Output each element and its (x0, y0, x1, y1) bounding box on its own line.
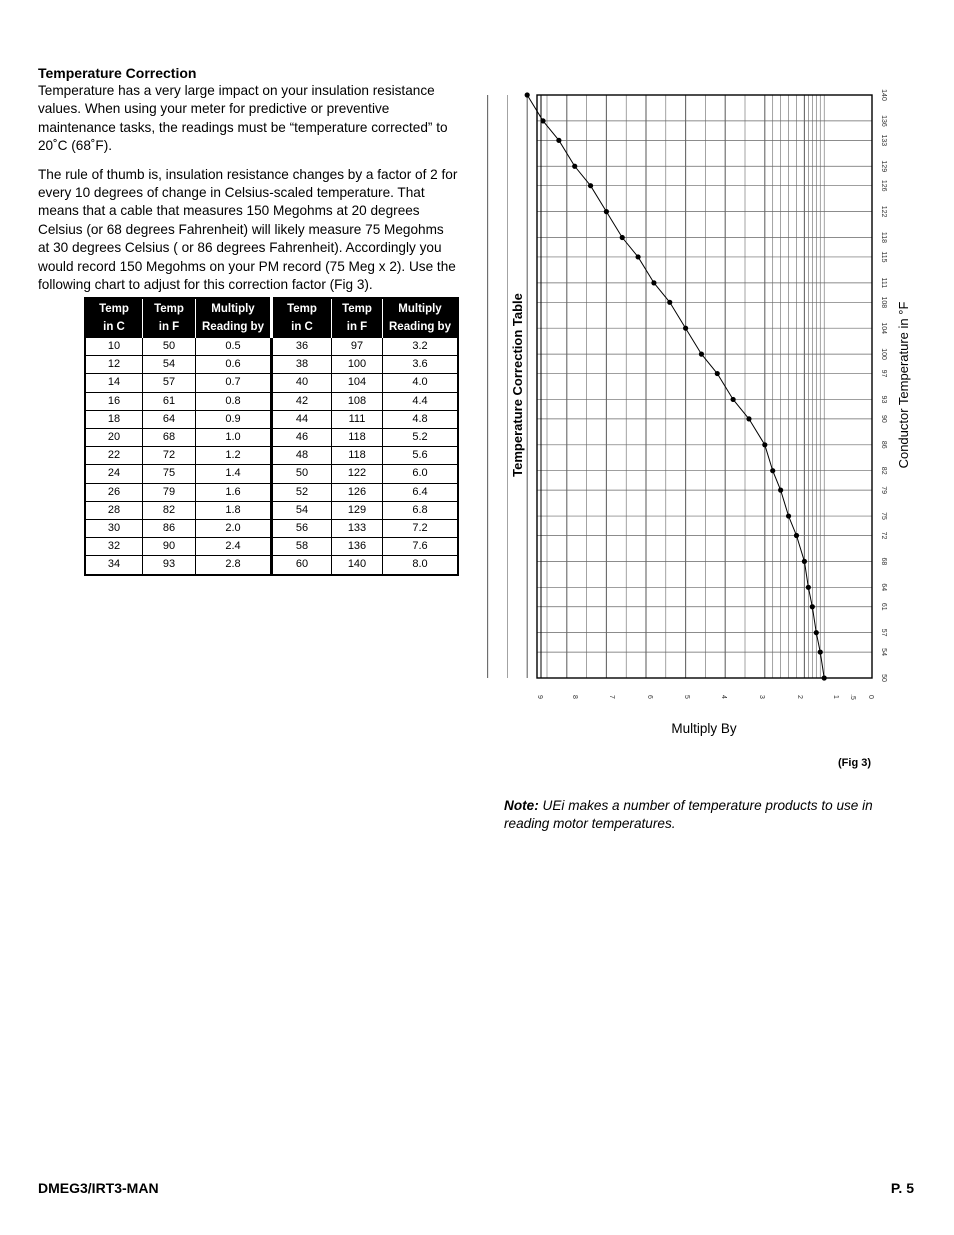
table-cell: 46 (272, 429, 332, 447)
table-cell: 6.4 (383, 483, 459, 501)
table-cell: 50 (272, 465, 332, 483)
y-tick-label: 115 (880, 251, 887, 263)
table-cell: 57 (143, 374, 196, 392)
y-tick-label: 86 (880, 440, 887, 449)
data-point (635, 254, 640, 259)
table-cell: 2.4 (196, 538, 272, 556)
table-cell: 7.6 (383, 538, 459, 556)
table-cell: 0.7 (196, 374, 272, 392)
data-point (715, 371, 720, 376)
table-cell: 4.0 (383, 374, 459, 392)
header-temp-c-2: Temp in C (272, 298, 332, 338)
note-paragraph (504, 797, 914, 834)
data-point (683, 326, 688, 331)
table-cell: 52 (272, 483, 332, 501)
data-point (746, 416, 751, 421)
data-point (651, 280, 656, 285)
data-point (731, 397, 736, 402)
table-cell: 24 (85, 465, 143, 483)
table-cell: 79 (143, 483, 196, 501)
table-cell: 0.9 (196, 410, 272, 428)
note-label: Note: (504, 798, 539, 813)
y-tick-label: 54 (880, 648, 887, 656)
x-tick-label: 9 (536, 695, 543, 699)
x-tick-label: 5 (683, 695, 690, 699)
data-point (620, 235, 625, 240)
table-cell: 136 (332, 538, 383, 556)
data-point (540, 118, 545, 123)
table-row (85, 483, 458, 501)
table-cell: 122 (332, 465, 383, 483)
data-point (588, 183, 593, 188)
data-point (604, 209, 609, 214)
y-tick-label: 75 (880, 512, 887, 520)
y-tick-label: 72 (880, 531, 887, 540)
data-point (572, 164, 577, 169)
x-tick-label: 8 (571, 695, 578, 699)
table-cell: 1.6 (196, 483, 272, 501)
table-cell: 3.6 (383, 356, 459, 374)
table-cell: 133 (332, 520, 383, 538)
data-point (814, 630, 819, 635)
table-cell: 20 (85, 429, 143, 447)
y-axis-label: Conductor Temperature in °F (896, 301, 911, 469)
y-tick-label: 111 (880, 277, 887, 289)
table-cell: 75 (143, 465, 196, 483)
table-cell: 7.2 (383, 520, 459, 538)
figure-label: (Fig 3) (838, 757, 871, 769)
table-cell: 54 (143, 356, 196, 374)
table-cell: 3.2 (383, 338, 459, 356)
table-row (85, 501, 458, 519)
table-cell: 12 (85, 356, 143, 374)
table-cell: 38 (272, 356, 332, 374)
table-cell: 64 (143, 410, 196, 428)
y-tick-label: 133 (880, 134, 887, 147)
table-row (85, 374, 458, 392)
data-point (556, 138, 561, 143)
table-header-row (85, 298, 458, 338)
y-tick-label: 100 (880, 348, 887, 360)
table-cell: 90 (143, 538, 196, 556)
header-temp-c: Temp in C (85, 298, 143, 338)
table-row (85, 465, 458, 483)
table-cell: 6.0 (383, 465, 459, 483)
table-cell: 118 (332, 447, 383, 465)
table-cell: 4.8 (383, 410, 459, 428)
x-tick-label: 1 (832, 695, 839, 699)
y-tick-label: 50 (880, 674, 887, 682)
table-cell: 60 (272, 556, 332, 575)
header-multiply-2: Multiply Reading by (383, 298, 459, 338)
table-row (85, 429, 458, 447)
x-tick-label: .5 (849, 694, 856, 700)
table-cell: 26 (85, 483, 143, 501)
intro-section (38, 64, 458, 304)
data-point (818, 649, 823, 654)
plot-frame (537, 95, 872, 678)
section-heading: Temperature Correction (38, 65, 197, 81)
note-text: UEi makes a number of temperature products to use in reading motor temperatures. (504, 798, 873, 832)
data-point (778, 488, 783, 493)
data-point (786, 513, 791, 518)
table-row (85, 520, 458, 538)
table-cell: 22 (85, 447, 143, 465)
y-tick-label: 140 (880, 89, 887, 101)
x-tick-label: 4 (720, 695, 727, 699)
table-cell: 0.5 (196, 338, 272, 356)
intro-paragraph-1: Temperature has a very large impact on your insulation resistance values. When using your meter for predictive or preventive maintenance tasks, the readings must be “temperature corrected” to 20˚C (68˚F). (38, 83, 448, 154)
table-cell: 30 (85, 520, 143, 538)
table-row (85, 410, 458, 428)
table-cell: 0.6 (196, 356, 272, 374)
table-cell: 129 (332, 501, 383, 519)
y-tick-label: 122 (880, 205, 887, 218)
table-cell: 82 (143, 501, 196, 519)
y-tick-label: 126 (880, 179, 887, 192)
footer-doc-id: DMEG3/IRT3-MAN (38, 1180, 159, 1196)
y-tick-label: 97 (880, 369, 887, 378)
table-cell: 1.0 (196, 429, 272, 447)
table-cell: 1.4 (196, 465, 272, 483)
table-row (85, 392, 458, 410)
table-cell: 5.2 (383, 429, 459, 447)
header-temp-f: Temp in F (143, 298, 196, 338)
y-tick-label: 136 (880, 115, 887, 127)
y-tick-label: 104 (880, 322, 887, 335)
data-point (806, 585, 811, 590)
data-point (525, 92, 530, 97)
y-tick-label: 61 (880, 602, 887, 611)
temperature-correction-table (84, 297, 459, 576)
table-cell: 6.8 (383, 501, 459, 519)
y-tick-label: 129 (880, 160, 887, 173)
table-cell: 86 (143, 520, 196, 538)
table-cell: 68 (143, 429, 196, 447)
table-cell: 100 (332, 356, 383, 374)
y-tick-label: 118 (880, 231, 887, 244)
table-row (85, 538, 458, 556)
table-cell: 50 (143, 338, 196, 356)
table-cell: 4.4 (383, 392, 459, 410)
x-tick-label: 2 (796, 695, 803, 699)
table-cell: 111 (332, 410, 383, 428)
table-cell: 140 (332, 556, 383, 575)
table-cell: 10 (85, 338, 143, 356)
x-tick-label: 3 (758, 695, 765, 699)
data-point (810, 604, 815, 609)
data-point (699, 352, 704, 357)
x-axis-label: Multiply By (671, 721, 737, 736)
table-cell: 126 (332, 483, 383, 501)
table-cell: 1.2 (196, 447, 272, 465)
table-cell: 28 (85, 501, 143, 519)
y-tick-label: 108 (880, 296, 887, 309)
table-cell: 32 (85, 538, 143, 556)
y-tick-label: 68 (880, 557, 887, 566)
table-cell: 44 (272, 410, 332, 428)
series-line (527, 95, 824, 678)
header-multiply: Multiply Reading by (196, 298, 272, 338)
data-point (822, 675, 827, 680)
table-cell: 8.0 (383, 556, 459, 575)
data-point (794, 533, 799, 538)
footer-page-number: P. 5 (890, 1180, 914, 1196)
temperature-correction-chart (500, 85, 911, 745)
y-tick-label: 57 (880, 628, 887, 637)
table-cell: 18 (85, 410, 143, 428)
table-row (85, 556, 458, 575)
table-cell: 40 (272, 374, 332, 392)
y-tick-label: 64 (880, 583, 887, 592)
y-tick-label: 90 (880, 414, 887, 423)
intro-paragraph-2: The rule of thumb is, insulation resistance changes by a factor of 2 for every 10 degrees of change in Celsius-scaled temperature. That means that a cable that measures 150 Megohms at 20 degrees Celsius (or 68 degrees Fahrenheit) will likely measure 75 Megohms at 30 degrees Celsius ( or 86 degrees Fahrenheit). Accordingly you would record 150 Megohms on your PM record (75 Meg x 2). Use the following chart to adjust for this correction factor (Fig 3). (38, 166, 458, 293)
x-tick-label: 7 (608, 695, 615, 699)
table-row (85, 338, 458, 356)
table-cell: 5.6 (383, 447, 459, 465)
table-cell: 2.8 (196, 556, 272, 575)
y-tick-label: 93 (880, 395, 887, 404)
table-cell: 16 (85, 392, 143, 410)
y-tick-label: 82 (880, 466, 887, 475)
table-cell: 36 (272, 338, 332, 356)
table-row (85, 447, 458, 465)
table-cell: 54 (272, 501, 332, 519)
table-cell: 108 (332, 392, 383, 410)
table-cell: 72 (143, 447, 196, 465)
data-point (762, 442, 767, 447)
table-cell: 97 (332, 338, 383, 356)
table-cell: 1.8 (196, 501, 272, 519)
table-cell: 48 (272, 447, 332, 465)
table-cell: 118 (332, 429, 383, 447)
table-cell: 58 (272, 538, 332, 556)
table-cell: 0.8 (196, 392, 272, 410)
table-row (85, 356, 458, 374)
table-cell: 34 (85, 556, 143, 575)
table-cell: 2.0 (196, 520, 272, 538)
data-point (802, 559, 807, 564)
table-cell: 104 (332, 374, 383, 392)
header-temp-f-2: Temp in F (332, 298, 383, 338)
table-cell: 14 (85, 374, 143, 392)
data-point (667, 300, 672, 305)
x-tick-label: 0 (867, 695, 874, 699)
x-tick-label: 6 (646, 695, 653, 699)
table-cell: 61 (143, 392, 196, 410)
chart-title: Temperature Correction Table (510, 293, 525, 477)
table-cell: 93 (143, 556, 196, 575)
table-cell: 42 (272, 392, 332, 410)
table-cell: 56 (272, 520, 332, 538)
y-tick-label: 79 (880, 486, 887, 495)
data-point (770, 468, 775, 473)
